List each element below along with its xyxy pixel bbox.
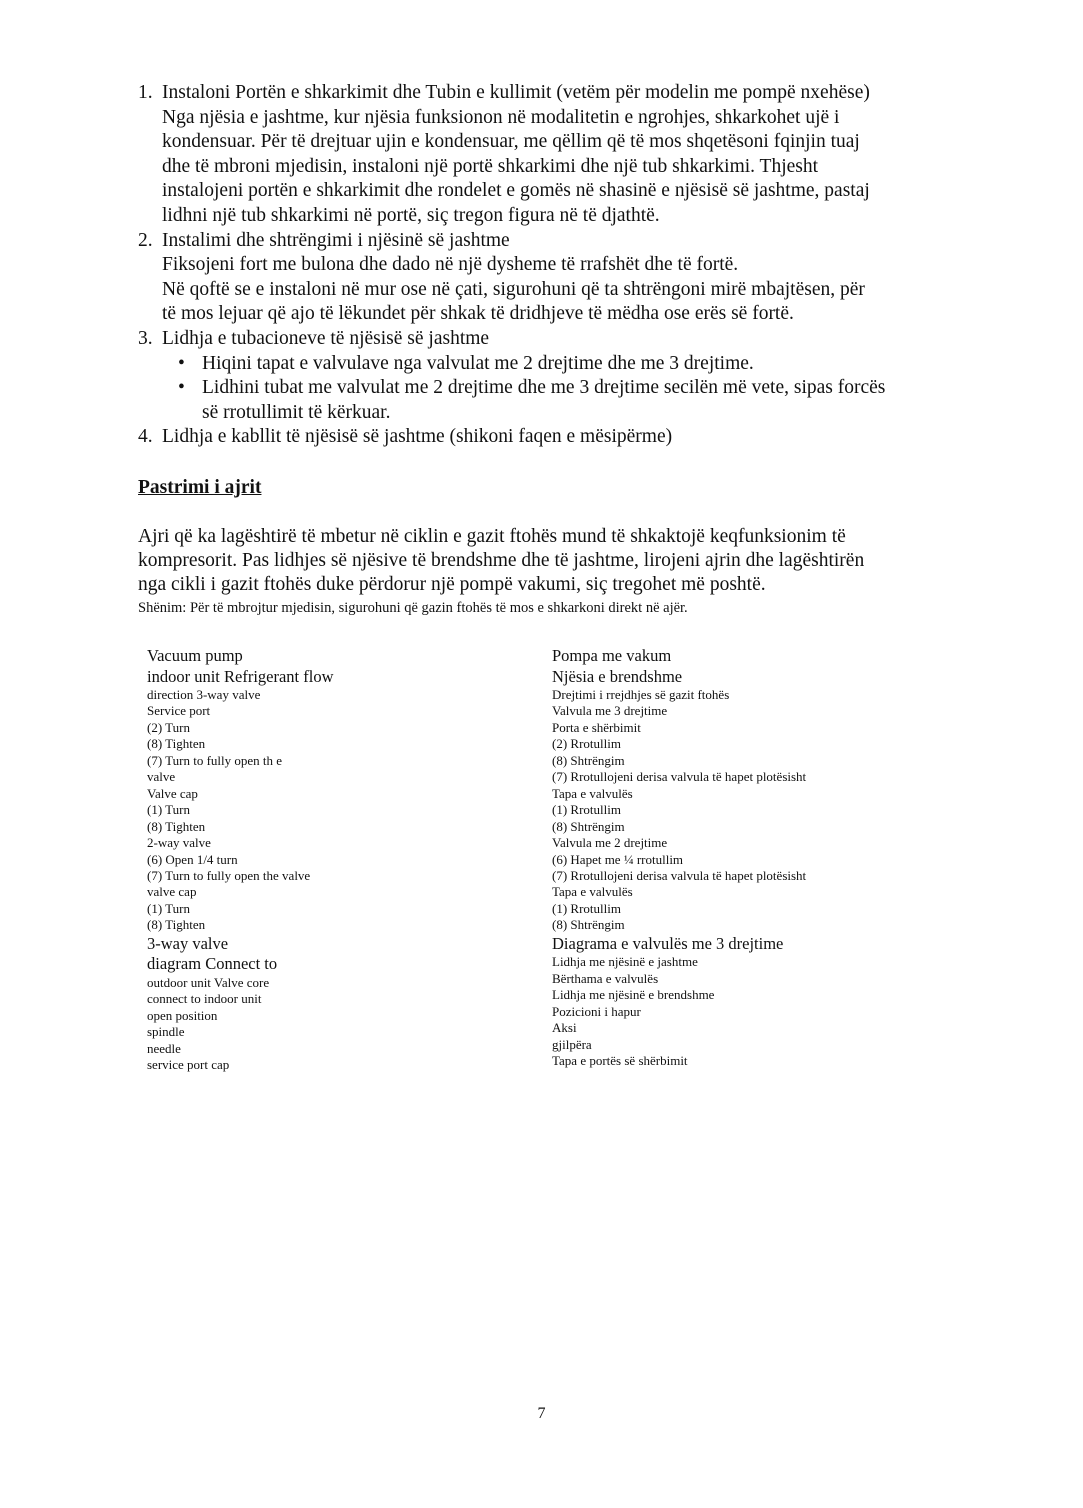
diagram-label: [147, 917, 334, 933]
diagram-label: [552, 753, 806, 769]
item-line: Instaloni Portën e shkarkimit dhe Tubin e kullimit (vetëm për modelin me pompë nxehëse): [162, 82, 870, 103]
item-line: instalojeni portën e shkarkimit dhe rondelet e gomës në shasinë e njësisë së jashtme, pastaj: [162, 180, 870, 202]
label-small: (8) Shtrëngim: [552, 818, 625, 834]
label-small: (6) Hapet me ¼ rrotullim: [552, 851, 684, 867]
bullet-line: Hiqini tapat e valvulave nga valvulat me 2 drejtime dhe me 3 drejtime.: [202, 352, 754, 374]
label-small: needle: [147, 1040, 181, 1056]
diagram-label: [147, 1041, 334, 1057]
diagram-label: [552, 667, 806, 688]
diagram-label: [552, 868, 806, 884]
diagram-label: [552, 987, 806, 1003]
label-small: connect to indoor unit: [147, 991, 262, 1007]
label-small: Drejtimi i rrejdhjes së gazit ftohës: [552, 687, 730, 702]
diagram-label: [552, 971, 806, 987]
bullet-line: Lidhini tubat me valvulat me 2 drejtime dhe me 3 drejtime secilën më vete, sipas forcës: [202, 377, 886, 399]
page-number: 7: [537, 1405, 546, 1422]
diagram-label: [147, 1008, 334, 1024]
diagram-label: [552, 901, 806, 917]
item-line: Lidhja e tubacioneve të njësisë së jashtme: [162, 327, 490, 349]
item-line: kondensuar. Për të drejtuar ujin e kondensuar, me qëllim që të mos shqetësoni fqinjin tuaj: [162, 131, 860, 153]
air-purge-paragraph: [138, 525, 864, 598]
diagram-label: [552, 802, 806, 818]
paragraph-line: nga cikli i gazit ftohës duke përdorur një pompë vakumi, siç tregohet më poshtë.: [138, 574, 766, 596]
diagram-label: [147, 835, 334, 851]
item-line: dhe të mbroni mjedisin, instaloni një portë shkarkimi dhe një tub shkarkimi. Thjesht: [162, 155, 819, 177]
diagram-label: [147, 720, 334, 736]
label-small: (6) Open 1/4 turn: [147, 851, 238, 867]
diagram-label: [552, 934, 806, 955]
label-small: Valve cap: [147, 785, 198, 801]
label-small: Valvula me 3 drejtime: [552, 703, 668, 719]
diagram-label: [147, 975, 334, 991]
label-small: (7) Rrotullojeni derisa valvula të hapet plotësisht: [552, 867, 807, 883]
diagram-label: [552, 646, 806, 667]
label-small: Valvula me 2 drejtime: [552, 835, 668, 851]
diagram-label: [552, 1037, 806, 1053]
diagram-label: [552, 703, 806, 719]
label-small: (1) Turn: [147, 802, 190, 818]
diagram-label: [147, 954, 334, 975]
item-number: 4.: [138, 426, 153, 448]
item-line: Në qoftë se e instaloni në mur ose në çati, sigurohuni që ta shtrëngoni mirë mbajtësen, për: [162, 278, 865, 300]
diagram-label: [147, 819, 334, 835]
diagram-label: [552, 917, 806, 933]
label-small: Lidhja me njësinë e jashtme: [552, 954, 698, 970]
bullet-icon: •: [178, 352, 185, 374]
label-small: Aksi: [552, 1020, 577, 1036]
label-small: gjilpëra: [552, 1036, 592, 1052]
list-item: [138, 425, 958, 450]
label-small: (7) Turn to fully open the valve: [147, 867, 311, 883]
label-small: (1) Rrotullim: [552, 802, 621, 818]
label-small: Tapa e portës së shërbimit: [552, 1053, 688, 1069]
diagram-label: [147, 769, 334, 785]
label-small: Refrigerant flow: [219, 666, 334, 686]
diagram-label: [552, 687, 806, 703]
label-small: 2-way valve: [147, 835, 211, 851]
paragraph-line: Ajri që ka lagështirë të mbetur në ciklin e gazit ftohës mund të shkaktojë keqfunksionim të: [138, 526, 846, 547]
label-small: (8) Shtrëngim: [552, 752, 625, 768]
item-line: Fiksojeni fort me bulona dhe dado në një dysheme të rrafshët dhe të fortë.: [162, 254, 739, 276]
paragraph-line: kompresorit. Pas lidhjes së njësive të brendshme dhe të jashtme, lirojeni ajrin dhe lagështirën: [138, 550, 865, 572]
bullet-line: së rrotullimit të kërkuar.: [202, 401, 391, 423]
instruction-list: [138, 81, 958, 450]
label-small: (8) Tighten: [147, 917, 206, 933]
label-small: Porta e shërbimit: [552, 719, 641, 735]
diagram-label: [552, 1004, 806, 1020]
diagram-label: [552, 852, 806, 868]
item-number: 1.: [138, 82, 153, 103]
label-small: (2) Rrotullim: [552, 736, 621, 752]
label-small: Tapa e valvulës: [552, 785, 633, 801]
diagram-label: [147, 884, 334, 900]
diagram-label: [147, 667, 334, 688]
label-large: Diagrama e valvulës me 3 drejtime: [552, 933, 784, 953]
label-large: diagram: [147, 954, 202, 974]
diagram-label: [147, 934, 334, 955]
label-small: Pozicioni i hapur: [552, 1003, 641, 1019]
diagram-label: [147, 901, 334, 917]
diagram-label: [147, 991, 334, 1007]
diagram-label: [552, 884, 806, 900]
label-small: (1) Turn: [147, 900, 190, 916]
item-number: 2.: [138, 229, 153, 251]
label-small: (8) Shtrëngim: [552, 917, 625, 933]
item-line: Nga njësia e jashtme, kur njësia funksionon në modalitetin e ngrohjes, shkarkohet ujë i: [162, 106, 840, 128]
label-large: Njësia e brendshme: [552, 666, 683, 686]
item-line: të mos lejuar që ajo të lëkundet për shkak të dridhjeve të mëdha ose erës së fortë.: [162, 303, 794, 325]
label-small: (1) Rrotullim: [552, 900, 621, 916]
label-small: (7) Turn to fully open th e: [147, 752, 283, 768]
bullet-item: [162, 352, 958, 377]
label-large: Vacuum pump: [147, 646, 243, 665]
diagram-label: [147, 753, 334, 769]
diagram-label: [552, 786, 806, 802]
bullet-item: [162, 376, 958, 425]
diagram-label: [552, 1020, 806, 1036]
label-small: service port cap: [147, 1057, 230, 1073]
label-small: outdoor unit Valve core: [147, 974, 270, 990]
bullet-icon: •: [178, 377, 185, 399]
label-small: valve cap: [147, 884, 197, 900]
diagram-label: [552, 769, 806, 785]
list-item: [138, 81, 958, 229]
label-small: (8) Tighten: [147, 818, 206, 834]
item-line: Instalimi dhe shtrëngimi i njësinë së jashtme: [162, 229, 510, 251]
label-small: spindle: [147, 1024, 185, 1040]
diagram-label: [147, 703, 334, 719]
section-heading: Pastrimi i ajrit: [138, 477, 262, 498]
diagram-label: [147, 1024, 334, 1040]
albanian-labels-column: [552, 646, 806, 1069]
label-small: (8) Tighten: [147, 736, 206, 752]
label-small: Connect to: [201, 954, 278, 974]
label-large: 3-way valve: [147, 933, 229, 953]
diagram-label: [147, 736, 334, 752]
diagram-label: [147, 868, 334, 884]
item-number: 3.: [138, 327, 153, 349]
item-line: lidhni një tub shkarkimi në portë, siç tregon figura në të djathtë.: [162, 204, 660, 226]
diagram-label: [552, 736, 806, 752]
item-line: Lidhja e kabllit të njësisë së jashtme (shikoni faqen e mësipërme): [162, 426, 673, 448]
diagram-label: [552, 819, 806, 835]
diagram-label: [147, 786, 334, 802]
label-large: indoor unit: [147, 666, 220, 686]
label-small: (2) Turn: [147, 719, 190, 735]
diagram-label: [147, 802, 334, 818]
diagram-label: [552, 835, 806, 851]
label-small: Bërthama e valvulës: [552, 970, 659, 986]
note: Shënim: Për të mbrojtur mjedisin, sigurohuni që gazin ftohës të mos e shkarkoni direkt në ajër.: [138, 600, 688, 616]
diagram-label: [552, 954, 806, 970]
diagram-label: [552, 1053, 806, 1069]
list-item: [138, 229, 958, 327]
label-small: Service port: [147, 703, 211, 719]
label-small: Lidhja me njësinë e brendshme: [552, 987, 715, 1003]
english-labels-column: [147, 646, 334, 1074]
label-small: (7) Rrotullojeni derisa valvula të hapet plotësisht: [552, 769, 807, 785]
label-small: direction 3-way valve: [147, 687, 261, 702]
diagram-label: [147, 852, 334, 868]
diagram-label: [147, 1057, 334, 1073]
label-large: Pompa me vakum: [552, 646, 672, 665]
diagram-label: [552, 720, 806, 736]
label-small: Tapa e valvulës: [552, 884, 633, 900]
diagram-label: [147, 646, 334, 667]
diagram-label: [147, 687, 334, 703]
label-small: open position: [147, 1007, 218, 1023]
label-small: valve: [147, 769, 176, 785]
list-item: [138, 327, 958, 425]
